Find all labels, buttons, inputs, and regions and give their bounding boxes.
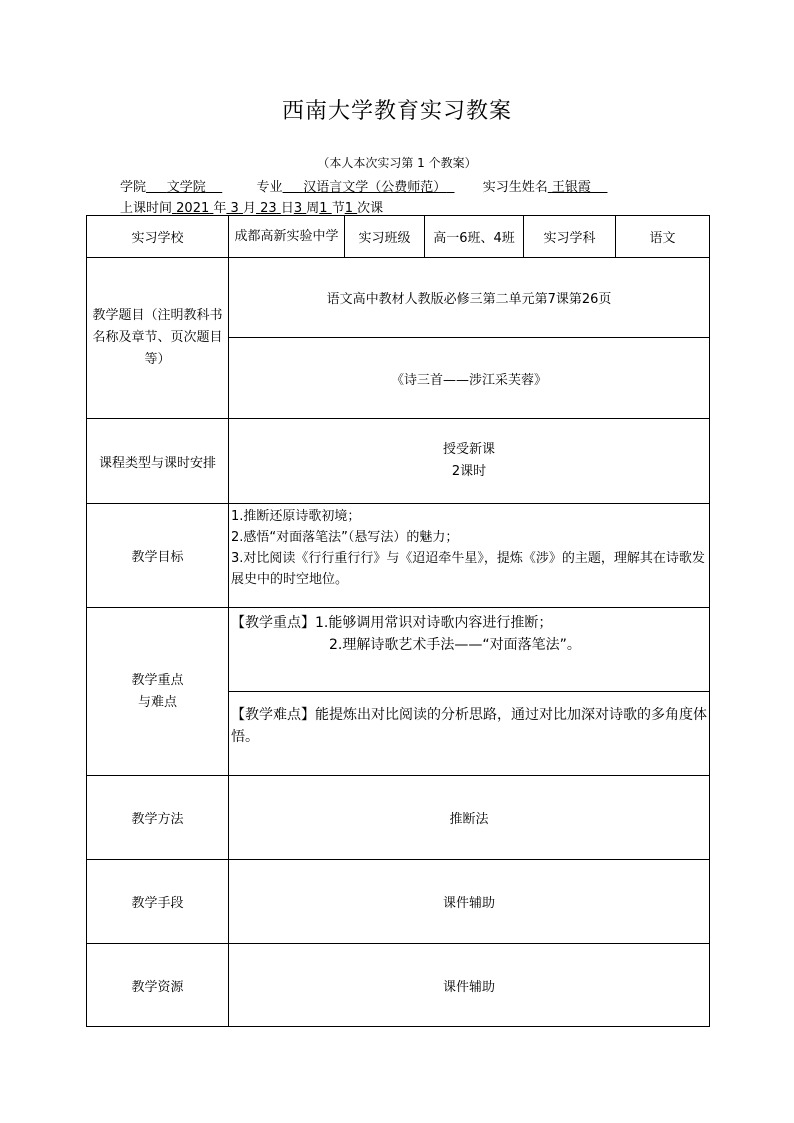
topic-title: 《诗三首——涉江采芙蓉》: [229, 338, 710, 419]
key-points-row: [87, 608, 710, 692]
week-value: 3: [293, 201, 303, 216]
means-label: 教学手段: [87, 860, 229, 944]
resource-label: 教学资源: [87, 944, 229, 1027]
topic-row-1: [87, 258, 710, 338]
method-row: [87, 776, 710, 860]
means-row: [87, 860, 710, 944]
info-line-college: [120, 176, 607, 195]
course-label: 课程类型与课时安排: [87, 419, 229, 504]
difficulty-tag: 【教学难点】: [231, 707, 315, 723]
goal-item: 3.对比阅读《行行重行行》与《迢迢牵牛星》，提炼《涉》的主题，理解其在诗歌发展史中的时空地位。: [231, 551, 705, 587]
college-label: 学院: [120, 180, 147, 195]
goals-cell: [229, 504, 710, 608]
document-title: 西南大学教育实习教案: [281, 99, 512, 124]
key-label-1: 教学重点: [131, 672, 184, 688]
session-value: 1: [344, 201, 353, 216]
key-points-tag: 【教学重点】: [231, 615, 315, 631]
student-label: 实习生姓名: [482, 180, 548, 195]
info-line-time: [120, 197, 383, 216]
time-label: 上课时间: [120, 201, 173, 216]
resource-row: [87, 944, 710, 1027]
school-label: 实习学校: [87, 216, 229, 258]
college-value: 文学院: [166, 180, 206, 195]
year-value: 2021: [176, 201, 210, 216]
difficulty-text: 能提炼出对比阅读的分析思路，通过对比加深对诗歌的多角度体悟。: [231, 707, 707, 745]
course-row: [87, 419, 710, 504]
header-row: [87, 216, 710, 258]
key-points-cell: [229, 608, 710, 692]
day-value: 23: [260, 201, 277, 216]
goals-label: 教学目标: [87, 504, 229, 608]
period-value: 1: [319, 201, 328, 216]
school-value: 成都高新实验中学: [229, 216, 345, 258]
topic-label: 教学题目（注明教科书名称及章节、页次题目等）: [87, 258, 229, 419]
major-label: 专业: [256, 180, 283, 195]
key-label-2: 与难点: [137, 694, 177, 710]
course-cell: [229, 419, 710, 504]
key-label-cell: [87, 608, 229, 776]
year-unit: 年: [213, 201, 227, 216]
subject-value: 语文: [616, 216, 710, 258]
difficulty-cell: [229, 692, 710, 776]
session-unit: 次课: [357, 201, 384, 216]
period-unit: 节: [331, 201, 345, 216]
student-value: 王银霞: [551, 180, 591, 195]
week-unit: 周: [306, 201, 320, 216]
class-label: 实习班级: [345, 216, 425, 258]
method-label: 教学方法: [87, 776, 229, 860]
goal-item: 2.感悟“对面落笔法”（悬写法）的魅力；: [231, 530, 459, 545]
method-value: 推断法: [229, 776, 710, 860]
day-unit: 日: [280, 201, 294, 216]
goals-row: [87, 504, 710, 608]
course-hours: 2课时: [451, 464, 487, 479]
month-value: 3: [230, 201, 239, 216]
major-value: 汉语言文学（公费师范）: [303, 180, 447, 195]
topic-textbook: 语文高中教材人教版必修三第二单元第7课第26页: [229, 258, 710, 338]
course-type: 授受新课: [442, 442, 495, 457]
lesson-plan-table: [86, 215, 710, 1027]
key-point-2: 2.理解诗歌艺术手法——“对面落笔法”。: [329, 637, 581, 653]
goal-item: 1.推断还原诗歌初境；: [231, 509, 361, 524]
class-value: 高一6班、4班: [425, 216, 524, 258]
key-point-1: 1.能够调用常识对诗歌内容进行推断；: [315, 615, 553, 631]
subject-label: 实习学科: [524, 216, 616, 258]
means-value: 课件辅助: [229, 860, 710, 944]
document-subtitle: （本人本次实习第 1 个教案）: [317, 156, 477, 170]
resource-value: 课件辅助: [229, 944, 710, 1027]
month-unit: 月: [242, 201, 256, 216]
